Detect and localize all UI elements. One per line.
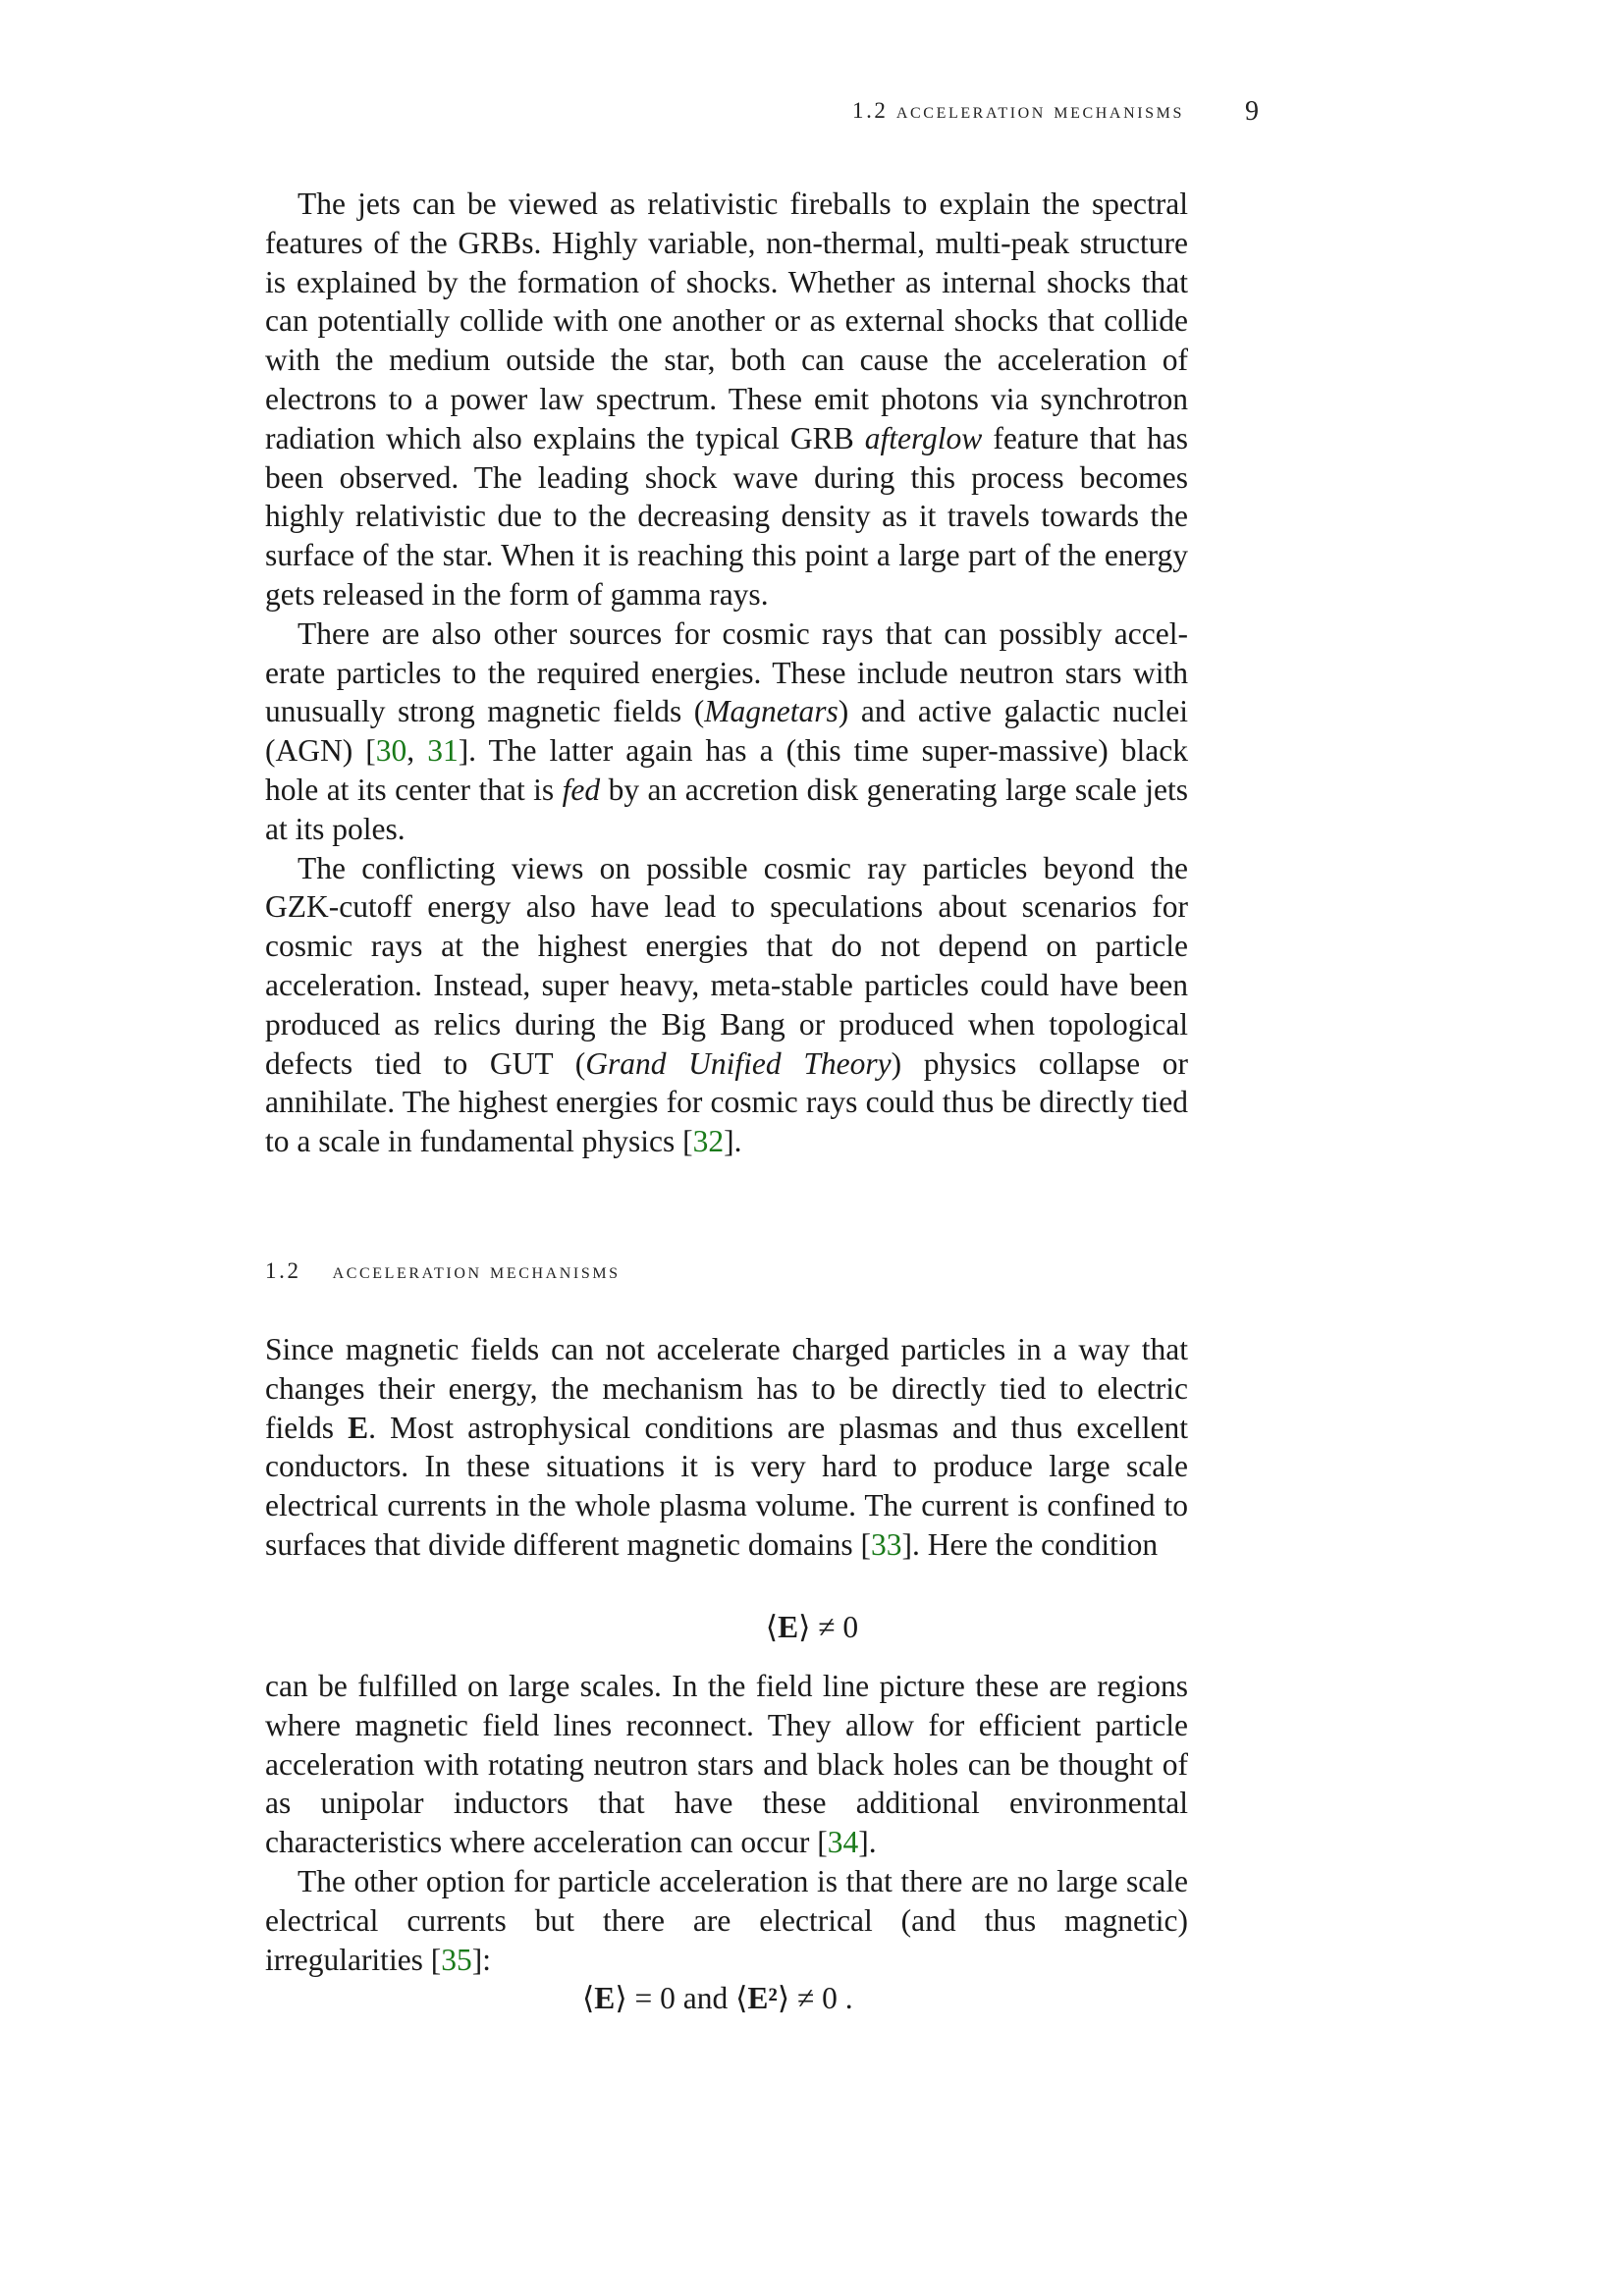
section-acceleration-text-3 [265, 1862, 1188, 1979]
paragraph-field-lines [265, 1667, 1188, 1862]
equation-irregularities [582, 1981, 853, 2016]
running-title: 1.2 acceleration mechanisms [851, 98, 1184, 123]
text-run: ]. [724, 1124, 742, 1159]
paragraph-other-sources [265, 614, 1188, 849]
running-head [265, 98, 1259, 133]
text-run: . Most astrophysical conditions are plasmas and thus excellent conductors. In these situations it is very hard to produce large scale electrical currents in the whole plasma volume. The current is confined to surfaces that divide different magnetic domains [ [265, 1410, 1189, 1562]
citation-35[interactable]: 35 [441, 1942, 472, 1977]
citation-31[interactable]: 31 [427, 733, 459, 769]
paragraph-other-option [265, 1862, 1188, 1979]
paragraph-grb-jets [265, 185, 1188, 614]
text-run: ]. [858, 1825, 877, 1860]
text-run: by an accretion disk generating large scale jets at its poles. [265, 772, 1188, 846]
section-acceleration-text [265, 1330, 1188, 1565]
text-run: ) and active galactic nuclei (AGN) [ [265, 694, 1188, 769]
bold-e: E [348, 1410, 369, 1445]
citation-32[interactable]: 32 [692, 1124, 725, 1159]
text-run: , [406, 733, 428, 769]
text-run: The jets can be viewed as relativistic fireballs to explain the spectral features of the GRBs. Highly variable, non-thermal, multi-peak structure is explained by the formation of shocks. Whether as internal shocks that can potentially collide with one another or as external shocks that collide with the medium outside the star, both can cause the acceleration of electrons to a power law spectrum. These emit photons via synchrotron radiation which also explains the typical GRB [265, 187, 1188, 455]
paragraph-magnetic-fields [265, 1330, 1188, 1565]
math-bold-e: E [594, 1981, 616, 2015]
text-run: can be fulfilled on large scales. In the field line picture these are regions where magnetic field lines reconnect. They allow for efficient particle acceleration with rotating neutron stars and black holes can be thought of as unipolar inductors that have these additional environmental characteristics where acceleration can occur [ [265, 1669, 1188, 1860]
paragraph-conflicting-views [265, 849, 1188, 1161]
section-title: acceleration mechanisms [332, 1258, 621, 1283]
math-run: ⟩ ≠ 0 . [777, 1981, 853, 2015]
text-run: ]. Here the condition [901, 1526, 1159, 1562]
text-run: ) physics collapse or annihilate. The highest energies for cosmic rays could thus be directly tied to a scale in fundamental physics [ [265, 1045, 1188, 1159]
section-acceleration-text-2 [265, 1667, 1188, 1862]
math-bold-e: E [778, 1610, 799, 1644]
math-run: ⟩ = 0 and ⟨ [615, 1981, 748, 2015]
math-bold-e-squared: E² [747, 1981, 778, 2015]
emphasis-afterglow: afterglow [864, 420, 983, 455]
citation-33[interactable]: 33 [870, 1526, 902, 1562]
math-run: ⟨ [765, 1610, 779, 1644]
emphasis-gut: Grand Unified Theory [585, 1045, 892, 1081]
section-heading [265, 1258, 621, 1284]
text-run: There are also other sources for cosmic rays that can possibly accelerate particles to the required energies. These include neutron stars with unusually strong magnetic fields ( [265, 615, 1188, 729]
emphasis-magnetars: Magnetars [704, 694, 839, 729]
emphasis-fed: fed [562, 772, 601, 807]
section-number: 1.2 [265, 1258, 301, 1283]
text-run: ]. The latter again has a (this time super-massive) black hole at its center that is [265, 733, 1188, 807]
text-run: The conflicting views on possible cosmic ray particles beyond the GZK-cutoff energy also have lead to speculations about scenarios for cosmic rays at the highest energies that do not depend on particle acceleration. Instead, super heavy, meta-stable particles could have been produced as relics during the Big Bang or produced when topological defects tied to GUT ( [265, 850, 1188, 1081]
equation-mean-field [0, 1610, 1624, 1645]
citation-34[interactable]: 34 [827, 1825, 859, 1860]
text-run: Since magnetic fields can not accelerate charged particles in a way that changes their energy, the mechanism has to be directly tied to electric fields [265, 1332, 1188, 1445]
section-intro-text [265, 185, 1188, 1161]
text-run: ]: [471, 1942, 492, 1977]
math-run: ⟩ ≠ 0 [798, 1610, 859, 1644]
math-run: ⟨ [582, 1981, 595, 2015]
citation-30[interactable]: 30 [375, 733, 407, 769]
text-run: feature that has been observed. The leading shock wave during this process becomes highly relativistic due to the decreasing density as it travels towards the surface of the star. When it is reaching this point a large part of the energy gets released in the form of gamma rays. [265, 420, 1188, 612]
text-run: The other option for particle acceleration is that there are no large scale electrical currents but there are electrical (and thus magnetic) irregularities [ [265, 1864, 1188, 1977]
page-number: 9 [1245, 96, 1259, 127]
